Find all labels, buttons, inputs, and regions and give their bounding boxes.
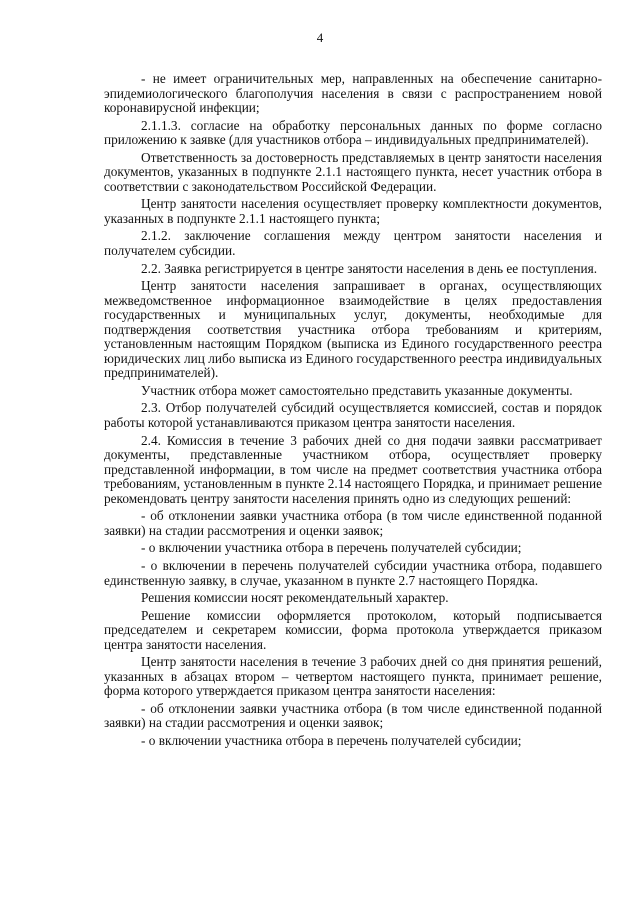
list-item-rejection: - об отклонении заявки участника отбора (в том числе единственной поданной заявки) на стадии рассмотрения и оценки заявок; [104, 508, 602, 538]
paragraph-advisory-nature: Решения комиссии носят рекомендательный характер. [141, 590, 449, 606]
list-item-rejection-final: - об отклонении заявки участника отбора (в том числе единственной поданной заявки) на стадии рассмотрения и оценки заявок; [104, 700, 602, 731]
paragraph-2-3-selection: 2.3. Отбор получателей субсидий осуществляется комиссией, состав и порядок работы которой устанавливаются приказом центра занятости населения. [104, 400, 602, 431]
list-item-single-application: - о включении в перечень получателей субсидии участника отбора, подавшего единственную заявку, в случае, указанном в пункте 2.7 настоящего Порядка. [104, 557, 602, 588]
paragraph-2-2-registration: 2.2. Заявка регистрируется в центре занятости населения в день ее поступления. [141, 260, 598, 276]
paragraph-interagency-request: Центр занятости населения запрашивает в органах, осуществляющих межведомственное информационное взаимодействие в целях предоставления государственных и муниципальных услуг, документы, необходимые для подтверждения соответствия участника отбора требованиям и критериям, установленным настоящим Порядком (выписка из Единого государственного реестра юридических лиц либо выписка из Единого государственного реестра индивидуальных предпринимателей). [104, 278, 602, 381]
document-body [104, 72, 602, 752]
paragraph-2-1-1-3-consent: 2.1.1.3. согласие на обработку персональных данных по форме согласно приложению к заявке (для участников отбора – индивидуальных предпринимателей). [104, 117, 602, 148]
paragraph-responsibility: Ответственность за достоверность представляемых в центр занятости населения документов, указанных в подпункте 2.1.1 настоящего пункта, несет участник отбора в соответствии с законодательством Российской Федерации. [104, 149, 602, 194]
paragraph-2-1-2-agreement: 2.1.2. заключение соглашения между центром занятости населения и получателем субсидии. [104, 228, 602, 259]
paragraph-no-restrictions: - не имеет ограничительных мер, направленных на обеспечение санитарно-эпидемиологического благополучия населения в связи с распространением новой коронавирусной инфекции; [104, 71, 602, 116]
paragraph-completeness-check: Центр занятости населения осуществляет проверку комплектности документов, указанных в подпункте 2.1.1 настоящего пункта; [104, 196, 602, 226]
paragraph-self-submission: Участник отбора может самостоятельно представить указанные документы. [141, 382, 573, 398]
list-item-inclusion-final: - о включении участника отбора в перечень получателей субсидии; [141, 732, 522, 748]
page-number: 4 [316, 30, 324, 45]
paragraph-protocol: Решение комиссии оформляется протоколом, который подписывается председателем и секретарем комиссии, форма протокола утверждается приказом центра занятости населения. [104, 607, 602, 652]
paragraph-2-4-commission: 2.4. Комиссия в течение 3 рабочих дней со дня подачи заявки рассматривает документы, представленные участником отбора, осуществляет проверку представленной информации, в том числе на предмет соответствия участника отбора требованиям, установленным в пункте 2.14 настоящего Порядка, и принимает решение рекомендовать центру занятости населения принять одно из следующих решений: [104, 432, 602, 506]
paragraph-center-decision: Центр занятости населения в течение 3 рабочих дней со дня принятия решений, указанных в абзацах втором – четвертом настоящего пункта, принимает решение, форма которого утверждается приказом центра занятости населения: [104, 654, 602, 699]
list-item-inclusion: - о включении участника отбора в перечень получателей субсидии; [141, 540, 522, 556]
